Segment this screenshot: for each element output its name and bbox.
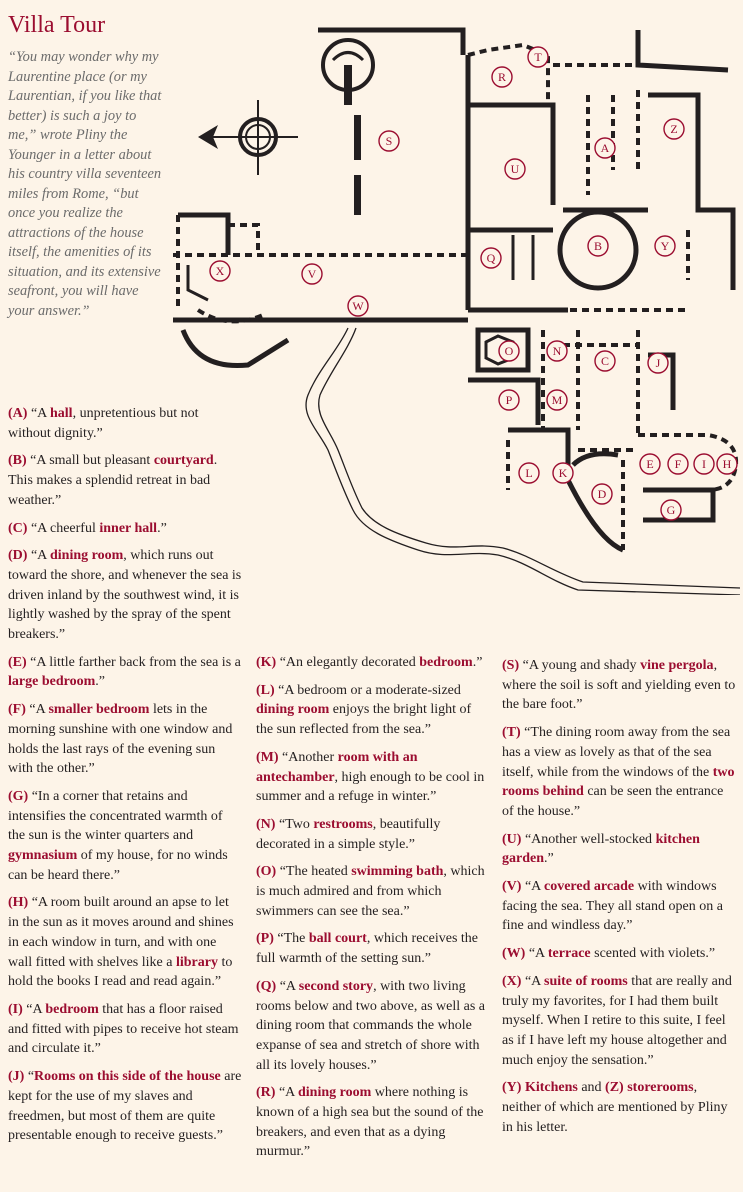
- plan-marker-u: [505, 159, 525, 179]
- legend-entry-e: (E) “A little farther back from the sea is a large bedroom.”: [8, 654, 241, 690]
- legend-entry-t: (T) “The dining room away from the sea has a view as lovely as that of the sea itself, while from the windows of the two rooms behind can be seen the entrance of the house.”: [502, 725, 735, 819]
- svg-text:A: A: [600, 141, 610, 155]
- svg-text:G: G: [666, 503, 676, 517]
- legend-entry-a: (A) “A hall, unpretentious but not without dignity.”: [8, 406, 199, 441]
- legend-entry-x: (X) “A suite of rooms that are really and truly my favorites, for I had them built myself. When I retire to this suite, I feel as if I have left my house altogether and much enjoy the sensation.”: [502, 973, 732, 1068]
- legend-entry-l: (L) “A bedroom or a moderate-sized dining room enjoys the bright light of the sun reflected from the sea.”: [256, 682, 472, 738]
- svg-text:K: K: [558, 466, 568, 480]
- svg-text:P: P: [505, 393, 513, 407]
- legend-entry-u: (U) “Another well-stocked kitchen garden.”: [502, 831, 700, 867]
- plan-marker-v: [302, 264, 322, 284]
- villa-floor-plan: [168, 10, 740, 595]
- legend-entry-o: (O) “The heated swimming bath, which is much admired and from which swimmers can see the sea.”: [256, 864, 485, 919]
- plan-marker-e: [640, 454, 660, 474]
- plan-marker-x: [210, 261, 230, 281]
- legend-entry-s: (S) “A young and shady vine pergola, where the soil is soft and yielding even to the bare foot.”: [502, 658, 736, 713]
- legend-entry-m: (M) “Another room with an antechamber, high enough to be cool in summer and a refuge in winter.”: [256, 749, 485, 805]
- plan-marker-i: [694, 454, 714, 474]
- svg-text:C: C: [600, 354, 610, 368]
- legend-entry-i: (I) “A bedroom that has a floor raised and fitted with pipes to receive hot steam and circulate it.”: [8, 1001, 239, 1057]
- legend-column-1: [8, 404, 243, 1154]
- plan-marker-p: [499, 390, 519, 410]
- svg-text:U: U: [510, 162, 520, 176]
- legend-entry-r: (R) “A dining room where nothing is known of a high sea but the sound of the breakers, and even that as a dying murmur.”: [256, 1085, 484, 1160]
- plan-marker-n: [547, 341, 567, 361]
- svg-text:T: T: [534, 50, 542, 64]
- legend-entry-j: (J) “Rooms on this side of the house are kept for the use of my slaves and freedmen, but most of them are quite presentable enough to receive guests.”: [8, 1069, 242, 1144]
- plan-marker-g: [661, 500, 681, 520]
- plan-marker-h: [717, 454, 737, 474]
- svg-text:I: I: [702, 457, 706, 471]
- legend-entry-k: (K) “An elegantly decorated bedroom.”: [256, 655, 483, 670]
- legend-entry-c: (C) “A cheerful inner hall.”: [8, 520, 167, 536]
- plan-marker-o: [499, 341, 519, 361]
- plan-marker-r: [492, 67, 512, 87]
- legend-entry-h: (H) “A room built around an apse to let in the sun as it moves around and shines in each window in turn, and with one wall fitted with shelves like a library to hold the books I read and read again.”: [8, 895, 234, 990]
- legend-entry-q: (Q) “A second story, with two living rooms below and two above, as well as a dining room that commands the whole expanse of sea and stretch of shore with all its lovely houses.”: [256, 978, 485, 1073]
- plan-marker-j: [648, 353, 668, 373]
- svg-text:N: N: [552, 344, 562, 358]
- svg-text:L: L: [525, 466, 533, 480]
- svg-text:S: S: [385, 134, 393, 148]
- legend-entry-n: (N) “Two restrooms, beautifully decorated in a simple style.”: [256, 816, 441, 852]
- legend-entry-yz: (Y) Kitchens and (Z) storerooms, neither of which are mentioned by Pliny in his letter.: [502, 1080, 728, 1135]
- plan-marker-y: [655, 236, 675, 256]
- svg-text:B: B: [593, 239, 603, 253]
- svg-text:R: R: [497, 70, 507, 84]
- plan-marker-w: [348, 296, 368, 316]
- svg-text:Y: Y: [660, 239, 670, 253]
- legend-entry-p: (P) “The ball court, which receives the full warmth of the setting sun.”: [256, 931, 479, 967]
- svg-text:W: W: [352, 299, 364, 313]
- compass-north-arrow-icon: [198, 100, 298, 175]
- svg-text:O: O: [504, 344, 514, 358]
- plan-marker-a: [595, 138, 615, 158]
- plan-marker-m: [547, 390, 567, 410]
- plan-marker-c: [595, 351, 615, 371]
- svg-text:H: H: [722, 457, 732, 471]
- legend-entry-d: (D) “A dining room, which runs out toward the shore, and whenever the sea is driven inland by the southwest wind, it is lightly washed by the spray of the spent breakers.”: [8, 548, 242, 643]
- main-building-walls: [468, 30, 736, 550]
- svg-text:M: M: [551, 393, 563, 407]
- plan-marker-d: [592, 484, 612, 504]
- intro-quote: “You may wonder why my Laurentine place (or my Laurentian, if you like that better) is such a joy to me,” wrote Pliny the Younger in a letter about his country villa seventeen miles from Rome, “but once you realize the attractions of the house itself, the amenities of its situation, and its extensive seafront, you will have your answer.”: [8, 49, 162, 319]
- legend-entry-w: (W) “A terrace scented with violets.”: [502, 946, 716, 962]
- page-title: Villa Tour: [8, 12, 106, 38]
- legend-column-2: [256, 653, 486, 1170]
- arcade-walls: [173, 215, 468, 366]
- plan-marker-k: [553, 463, 573, 483]
- plan-marker-t: [528, 47, 548, 67]
- plan-marker-f: [668, 454, 688, 474]
- svg-text:X: X: [215, 264, 225, 278]
- plan-markers: [210, 47, 737, 520]
- plan-marker-b: [588, 236, 608, 256]
- svg-text:Z: Z: [670, 122, 678, 136]
- legend-entry-g: (G) “In a corner that retains and intensifies the concentrated warmth of the sun is the winter quarters and gymnasium of my house, for no winds can be heard there.”: [8, 788, 228, 883]
- plan-marker-z: [664, 119, 684, 139]
- legend-column-3: [502, 656, 737, 1145]
- plan-marker-q: [481, 248, 501, 268]
- svg-text:E: E: [646, 457, 654, 471]
- plan-marker-s: [379, 131, 399, 151]
- svg-text:Q: Q: [486, 251, 496, 265]
- legend-entry-f: (F) “A smaller bedroom lets in the morning sunshine with one window and holds the last rays of the evening sun with the other.”: [8, 702, 233, 777]
- plan-marker-l: [519, 463, 539, 483]
- legend-entry-v: (V) “A covered arcade with windows facing the sea. They all stand open on a fine and windless day.”: [502, 879, 723, 934]
- svg-text:V: V: [307, 267, 317, 281]
- legend-entry-b: (B) “A small but pleasant courtyard. This makes a splendid retreat in bad weather.”: [8, 453, 218, 508]
- svg-text:D: D: [597, 487, 607, 501]
- pergola-walls: [318, 30, 463, 215]
- svg-text:J: J: [655, 356, 661, 370]
- svg-text:F: F: [674, 457, 682, 471]
